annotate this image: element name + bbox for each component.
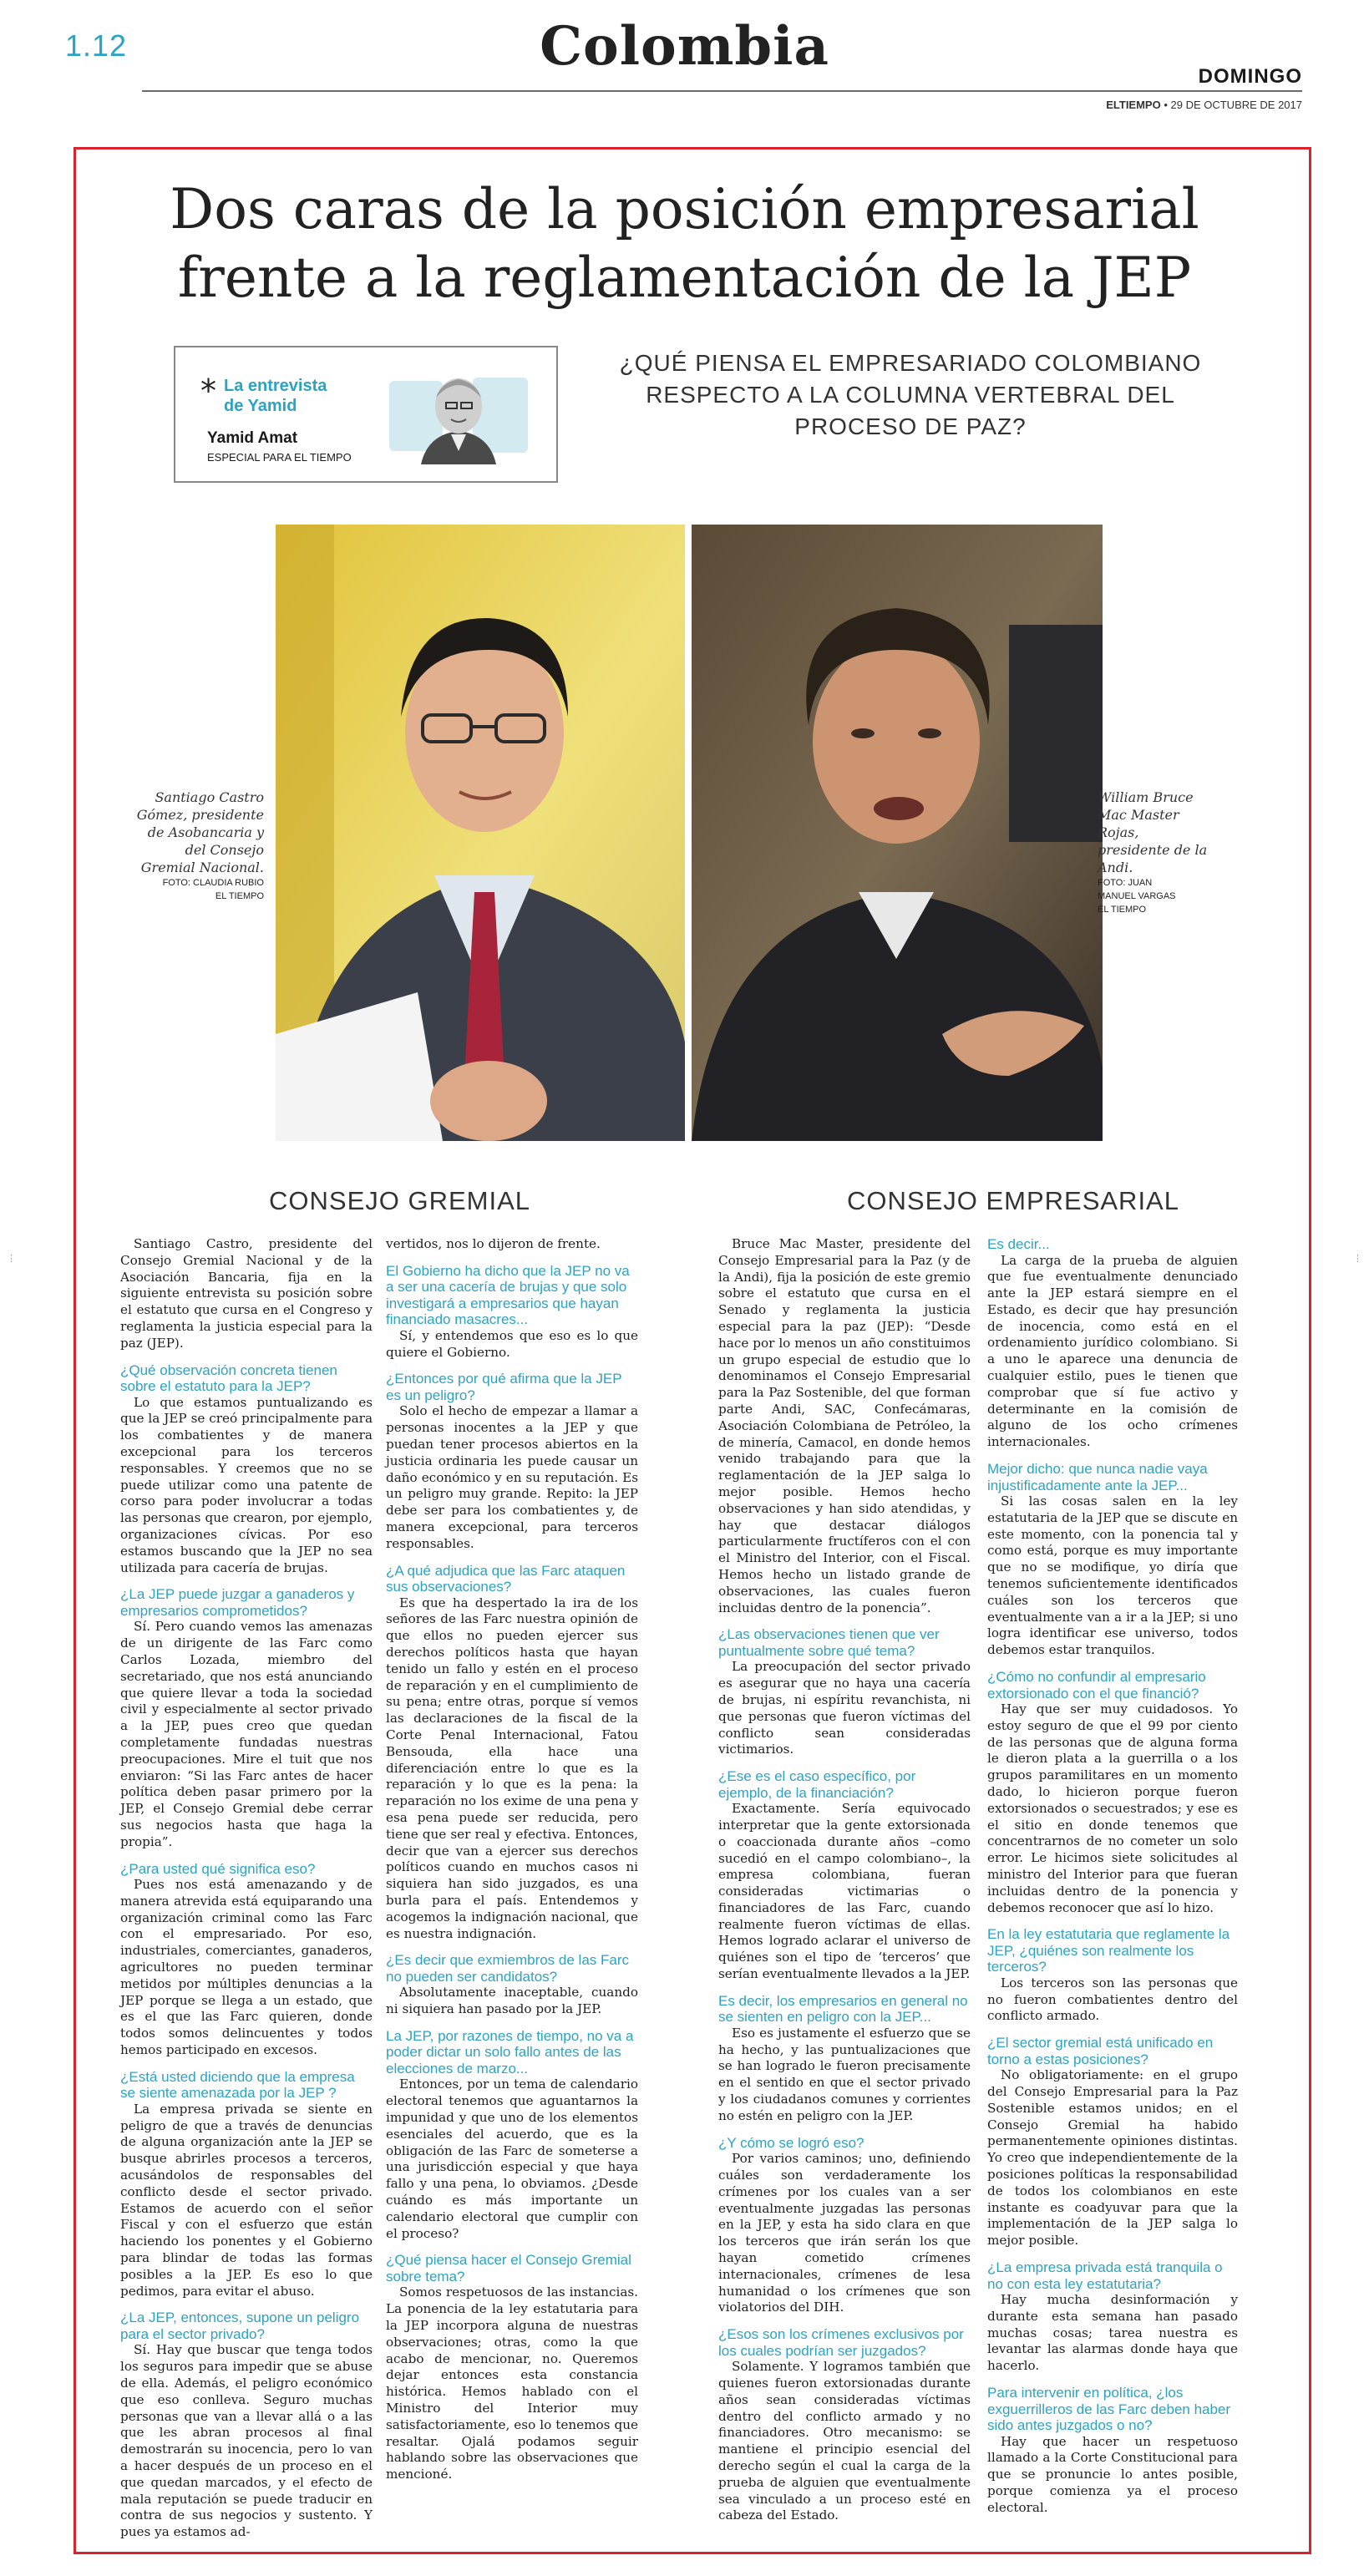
body-paragraph: Los terceros son las personas que no fueron combatientes dentro del conflicto armado.: [987, 1975, 1238, 2024]
photo-credit-left-2: EL TIEMPO: [215, 891, 264, 901]
interview-question: ¿Qué piensa hacer el Consejo Gremial sobre tema?: [386, 2252, 631, 2284]
body-paragraph: Hay mucha desinformación y durante esta semana han pasado muchas cosas; tarea nuestra es levantar las alarmas donde haya que hacerlo.: [987, 2292, 1238, 2374]
interview-question: Para intervenir en política, ¿los exguerrilleros de las Farc deben haber sido antes juzgados o no?: [987, 2385, 1231, 2434]
interview-box: [174, 346, 558, 483]
body-paragraph: Pues nos está amenazando y de manera atrevida está equiparando una organización criminal como las Farc con el empresariado. Por eso, industriales, comerciantes, ganaderos, agricultores no pueden terminar metidos por múltiples denuncias a la JEP porque se llega a un estado, que es el que las Farc quieren, donde todos somos delincuentes y todos hemos participado en excesos.: [120, 1877, 373, 2057]
body-paragraph: Solamente. Y logramos también que quienes fueron extorsionadas durante años sean consideradas víctimas dentro del conflicto armado y no financiadores. Otro mecanismo: se mantiene el principio esencial del derecho según el cual la carga de la prueba de alguien que eventualmente sea vinculado a un proceso esté en cabeza del Estado.: [718, 2359, 971, 2523]
body-paragraph: Sí, y entendemos que eso es lo que quiere el Gobierno.: [386, 1327, 638, 1360]
article-headline: [0, 175, 1369, 312]
body-paragraph: Exactamente. Sería equivocado interpretar que la gente extorsionada o coaccionada durante años –como sucedió en el campo colombiano–, la empresa colombiana, fueran consideradas victimarias o financiadores de las Farc, cuando realmente fueron víctimas de ellas. Hemos logrado aclarar el universo de quiénes son el tipo de ‘terceros’ que serían eventualmente llevados a la JEP.: [718, 1801, 971, 1982]
body-paragraph: Entonces, por un tema de calendario electoral tenemos que aguantarnos la impunidad y que uno de los elementos esenciales del acuerdo, que es la obligación de las Farc de someterse a una jurisdicción especial y que haya fallo y una pena, lo obviamos. ¿Desde cuándo es más importante un calendario electoral que cumplir con el proceso?: [386, 2077, 638, 2241]
interview-question: ¿La JEP puede juzgar a ganaderos y empresarios comprometidos?: [120, 1586, 355, 1619]
photo-credit-right-2: MANUEL VARGAS: [1098, 891, 1176, 901]
interview-question: ¿El sector gremial está unificado en torno a estas posiciones?: [987, 2035, 1214, 2067]
section-head-consejo-gremial: CONSEJO GREMIAL: [269, 1186, 530, 1215]
body-paragraph: Sí. Hay que buscar que tenga todos los seguros para impedir que se abuse de ella. Además, el peligro económico que eso conlleva. Seguro muchas personas que van a llevar allá o a las que les abran procesos al final demostrarán su inocencia, pero lo van a hacer después de un proceso en el que quedan marcados, y el efecto de mala reputación se puede traducir en contra de sus negocios y sustento. Y pues ya estamos ad-: [120, 2342, 373, 2540]
body-paragraph: No obligatoriamente: en el grupo del Consejo Empresarial para la Paz Sostenible estamos unidos; en el Consejo Gremial ha habido permanentemente opiniones distintas. Yo creo que independientemente de la posiciones políticas la responsabilidad de todos los colombianos en este instante es coadyuvar para que la implementación de la JEP salga lo mejor posible.: [987, 2067, 1238, 2249]
body-paragraph: Hay que hacer un respetuoso llamado a la Corte Constitucional para que se pronuncie lo antes posible, porque comienza ya el proceso electoral.: [987, 2433, 1238, 2515]
author-role: ESPECIAL PARA EL TIEMPO: [207, 451, 352, 464]
interview-series: [224, 376, 366, 416]
photo-bruce-mac-master: [692, 525, 1103, 1141]
interview-question: ¿Esos son los crímenes exclusivos por los cuales podrían ser juzgados?: [718, 2326, 964, 2359]
body-paragraph: La empresa privada se siente en peligro de que a través de denuncias de alguna organización ante la JEP se busque abrirles procesos a terceros, acusándolos de responsables del conflicto desde el sector privado. Estamos de acuerdo con el señor Fiscal y con el esfuerzo que están haciendo los ponentes y el Gobierno para blindar de todas las formas posibles a la JEP. Es eso lo que pedimos, para evitar el abuso.: [120, 2101, 373, 2299]
interview-question: La JEP, por razones de tiempo, no va a poder dictar un solo fallo antes de las elecciones de marzo...: [386, 2027, 634, 2077]
author-name: Yamid Amat: [207, 429, 298, 447]
body-paragraph: vertidos, nos lo dijeron de frente.: [386, 1236, 601, 1251]
body-paragraph: Absolutamente inaceptable, cuando ni siquiera han pasado por la JEP.: [386, 1985, 638, 2017]
crop-mark-right: ⋮: [1353, 1253, 1362, 1264]
interview-question: En la ley estatutaria que reglamente la JEP, ¿quiénes son realmente los terceros?: [987, 1926, 1230, 1975]
page-number: 1.12: [65, 28, 128, 63]
body-paragraph: Santiago Castro, presidente del Consejo Gremial Nacional y de la Asociación Bancaria, fija en la siguiente entrevista su posición sobre el estatuto que cursa en el Congreso y reglamenta la justicia especial para la paz (JEP).: [120, 1236, 373, 1351]
interview-question: ¿La empresa privada está tranquila o no con esta ley estatutaria?: [987, 2259, 1223, 2292]
interview-question: ¿Qué observación concreta tienen sobre el estatuto para la JEP?: [120, 1362, 337, 1395]
body-paragraph: Solo el hecho de empezar a llamar a personas inocentes a la JEP y que puedan tener procesos abiertos en la justicia ordinaria les puede causar un daño económico y en su reputación. Es un peligro muy grande. Repito: la JEP debe ser para los combatientes y, de manera excepcional, para terceros responsables.: [386, 1403, 638, 1551]
body-paragraph: La carga de la prueba de alguien que fue eventualmente denunciado ante la JEP estará siempre en el Estado, es decir que hay presunción de inocencia, como está en el ordenamiento jurídico colombiano. Si a uno le aparece una denuncia de cualquier estilo, pues le tienen que comprobar que sí fue activo y determinante en la comisión de alguno de los ocho crímenes internacionales.: [987, 1252, 1238, 1450]
photo-credit-left-1: FOTO: CLAUDIA RUBIO: [162, 878, 264, 888]
caption-left: [134, 789, 264, 903]
interview-question: ¿Entonces por qué afirma que la JEP es un peligro?: [386, 1371, 622, 1403]
interview-question: ¿Para usted qué significa eso?: [120, 1860, 316, 1877]
date: • 29 DE OCTUBRE DE 2017: [1160, 99, 1302, 111]
text-column-3: [718, 1236, 971, 2524]
photo-credit-right-3: EL TIEMPO: [1098, 905, 1147, 915]
crop-mark-left: ⋮: [7, 1253, 16, 1264]
article-kicker: ¿QUÉ PIENSA EL EMPRESARIADO COLOMBIANO RESPECTO A LA COLUMNA VERTEBRAL DEL PROCESO DE PAZ?: [619, 350, 1202, 439]
series-line-2: de Yamid: [224, 397, 297, 415]
body-paragraph: Eso es justamente el esfuerzo que se ha hecho, y las puntualizaciones que se han logrado le fueron precisamente en el sentido en que el sector privado y los ciudadanos comunes y corrientes no estén en peligro con la JEP.: [718, 2025, 971, 2123]
body-paragraph: Es que ha despertado la ira de los señores de las Farc nuestra opinión de que ellos no pueden ejercer sus derechos políticos hasta que hayan tenido un fallo y estén en el proceso de reparación y en el cumplimiento de su pena; entre otras, porque sí vemos las declaraciones de la fiscal de la Corte Penal Internacional, Fatou Bensouda, ella hace una diferenciación entre lo que es la reparación y lo que es la pena: la reparación no los exime de una pena y esa pena puede ser reducida, pero tiene que ser real y efectiva. Entonces, decir que van a ejercer sus derechos políticos cuando en muchos casos ni siquiera han sido juzgados, es una burla para el país. Entendemos y acogemos la indignación nacional, que es nuestra indignación.: [386, 1595, 638, 1941]
weekday: DOMINGO: [1198, 65, 1302, 88]
interview-question: ¿Está usted diciendo que la empresa se siente amenazada por la JEP ?: [120, 2068, 355, 2102]
text-column-1: [120, 1236, 373, 2541]
interview-question: Es decir...: [987, 1236, 1050, 1252]
interview-question: ¿Las observaciones tienen que ver puntualmente sobre qué tema?: [718, 1626, 940, 1659]
body-paragraph: Por varios caminos; uno, definiendo cuáles son verdaderamente los crímenes por los cuales van a ser eventualmente juzgadas las personas en la JEP, y esta ha sido clara en que los terceros que irán serán los que hayan cometido crímenes internacionales, crímenes de lesa humanidad o los crímenes que son violatorios del DIH.: [718, 2151, 971, 2315]
asterisk-icon: *: [200, 373, 216, 409]
text-column-2: [386, 1236, 638, 2483]
interview-question: ¿La JEP, entonces, supone un peligro para el sector privado?: [120, 2310, 360, 2342]
body-paragraph: Hay que ser muy cuidadosos. Yo estoy seguro de que el 99 por ciento de las personas que de alguna forma le dieron plata a la guerrilla o a los grupos paramilitares en un momento dado, lo hicieron porque fueron extorsionados o secuestrados; y ese es el sitio en donde tenemos que concentrarnos de no cometer un solo error. Le hicimos siete solicitudes al ministro del Interior para que fueran incluidas dentro de la ponencia y debemos reconocer que así lo hizo.: [987, 1701, 1238, 1915]
body-paragraph: Si las cosas salen en la ley estatutaria de la JEP que se discute en este momento, con la ponencia tal y como está, porque es muy importante que no se modifique, yo diría que tenemos suficientemente identificados cuáles son los terceros que eventualmente van a ir a la JEP; si uno logra identificar ese universo, todos debemos estar tranquilos.: [987, 1493, 1238, 1658]
author-portrait: [384, 364, 533, 464]
caption-left-text: Santiago Castro Gómez, presidente de Asobancaria y del Consejo Gremial Nacional.: [136, 789, 264, 875]
interview-question: El Gobierno ha dicho que la JEP no va a ser una cacería de brujas y que solo investigará a empresarios que hayan financiado masacres...: [386, 1262, 630, 1328]
interview-question: Mejor dicho: que nunca nadie vaya injustificadamente ante la JEP...: [987, 1461, 1208, 1493]
text-column-4: [987, 1236, 1238, 2517]
dateline: [1106, 99, 1302, 111]
body-paragraph: Somos respetuosos de las instancias. La ponencia de la ley estatutaria para la JEP incorpora alguna de nuestras observaciones; otras, como la que acabo de mencionar, no. Queremos dejar entonces esta constancia histórica. Hemos hablado con el Ministro del Interior muy satisfactoriamente, eso lo tenemos que resaltar. Ojalá podamos seguir hablando sobre las observaciones que mencioné.: [386, 2284, 638, 2482]
interview-question: ¿A qué adjudica que las Farc ataquen sus observaciones?: [386, 1562, 626, 1595]
interview-question: ¿Y cómo se logró eso?: [718, 2134, 864, 2151]
section-title: Colombia: [540, 15, 829, 78]
series-line-1: La entrevista: [224, 377, 327, 395]
interview-question: ¿Es decir que exmiembros de las Farc no pueden ser candidatos?: [386, 1952, 629, 1985]
body-paragraph: Lo que estamos puntualizando es que la JEP se creó principalmente para los combatientes y de manera excepcional para los terceros responsables. Y creemos que no se puede utilizar como una patente de corso para poder involucrar a todas las personas que crearon, por ejemplo, organizaciones cívicas. Por eso estamos buscando que la JEP no sea utilizada para cacería de brujas.: [120, 1394, 373, 1575]
section-head-consejo-empresarial: CONSEJO EMPRESARIAL: [847, 1186, 1179, 1215]
interview-question: ¿Ese es el caso específico, por ejemplo, de la financiación?: [718, 1768, 916, 1801]
body-paragraph: Sí. Pero cuando vemos las amenazas de un dirigente de las Farc como Carlos Lozada, miembro del secretariado, que nos está anunciando que quiere llevar a toda la sociedad civil y especialmente al sector privado a la JEP, pues creo que quedan completamente fundadas nuestras preocupaciones. Mire el tuit que nos enviaron: “Si las Farc antes de hacer política deben pasar primero por la JEP, el Consejo Gremial debe cerrar sus negocios hasta que haga la propia”.: [120, 1619, 373, 1849]
interview-question: Es decir, los empresarios en general no se sienten en peligro con la JEP...: [718, 1992, 968, 2026]
header-rule: [142, 90, 1302, 92]
body-paragraph: Bruce Mac Master, presidente del Consejo Empresarial para la Paz (y de la Andi), fija la posición de este gremio sobre el estatuto que cursa en el Senado y reglamenta la justicia especial para la paz (JEP): “Desde hace por lo menos un año constituimos un grupo especial de estudio que lo denominamos el Consejo Empresarial para la Paz Sostenible, del que forman parte Andi, SAC, Confecámaras, Asociación Colombiana de Petróleo, la de minería, Camacol, en donde hemos venido trabajando para que la reglamentación de la JEP salga lo mejor posible. Hemos hecho observaciones y han sido atendidas, y hay que destacar diálogos particularmente fructíferos con el con el Ministro del Interior, con el Fiscal. Hemos hecho un listado grande de observaciones, las cuales fueron incluidas dentro de la ponencia”.: [718, 1236, 971, 1615]
headline-line-1: Dos caras de la posición empresarial: [170, 177, 1199, 241]
caption-right-text: William Bruce Mac Master Rojas, presidente de la Andi.: [1098, 789, 1208, 875]
body-paragraph: La preocupación del sector privado es asegurar que no haya una cacería de brujas, ni espíritu revanchista, ni que personas que fueron víctimas del conflicto sean consideradas victimarios.: [718, 1659, 971, 1757]
caption-right: [1098, 789, 1214, 916]
photo-credit-right-1: FOTO: JUAN: [1098, 878, 1153, 888]
paper-name: ELTIEMPO: [1106, 99, 1161, 111]
photo-santiago-castro: [276, 525, 685, 1141]
headline-line-2: frente a la reglamentación de la JEP: [177, 246, 1192, 310]
interview-question: ¿Cómo no confundir al empresario extorsionado con el que financió?: [987, 1669, 1206, 1701]
